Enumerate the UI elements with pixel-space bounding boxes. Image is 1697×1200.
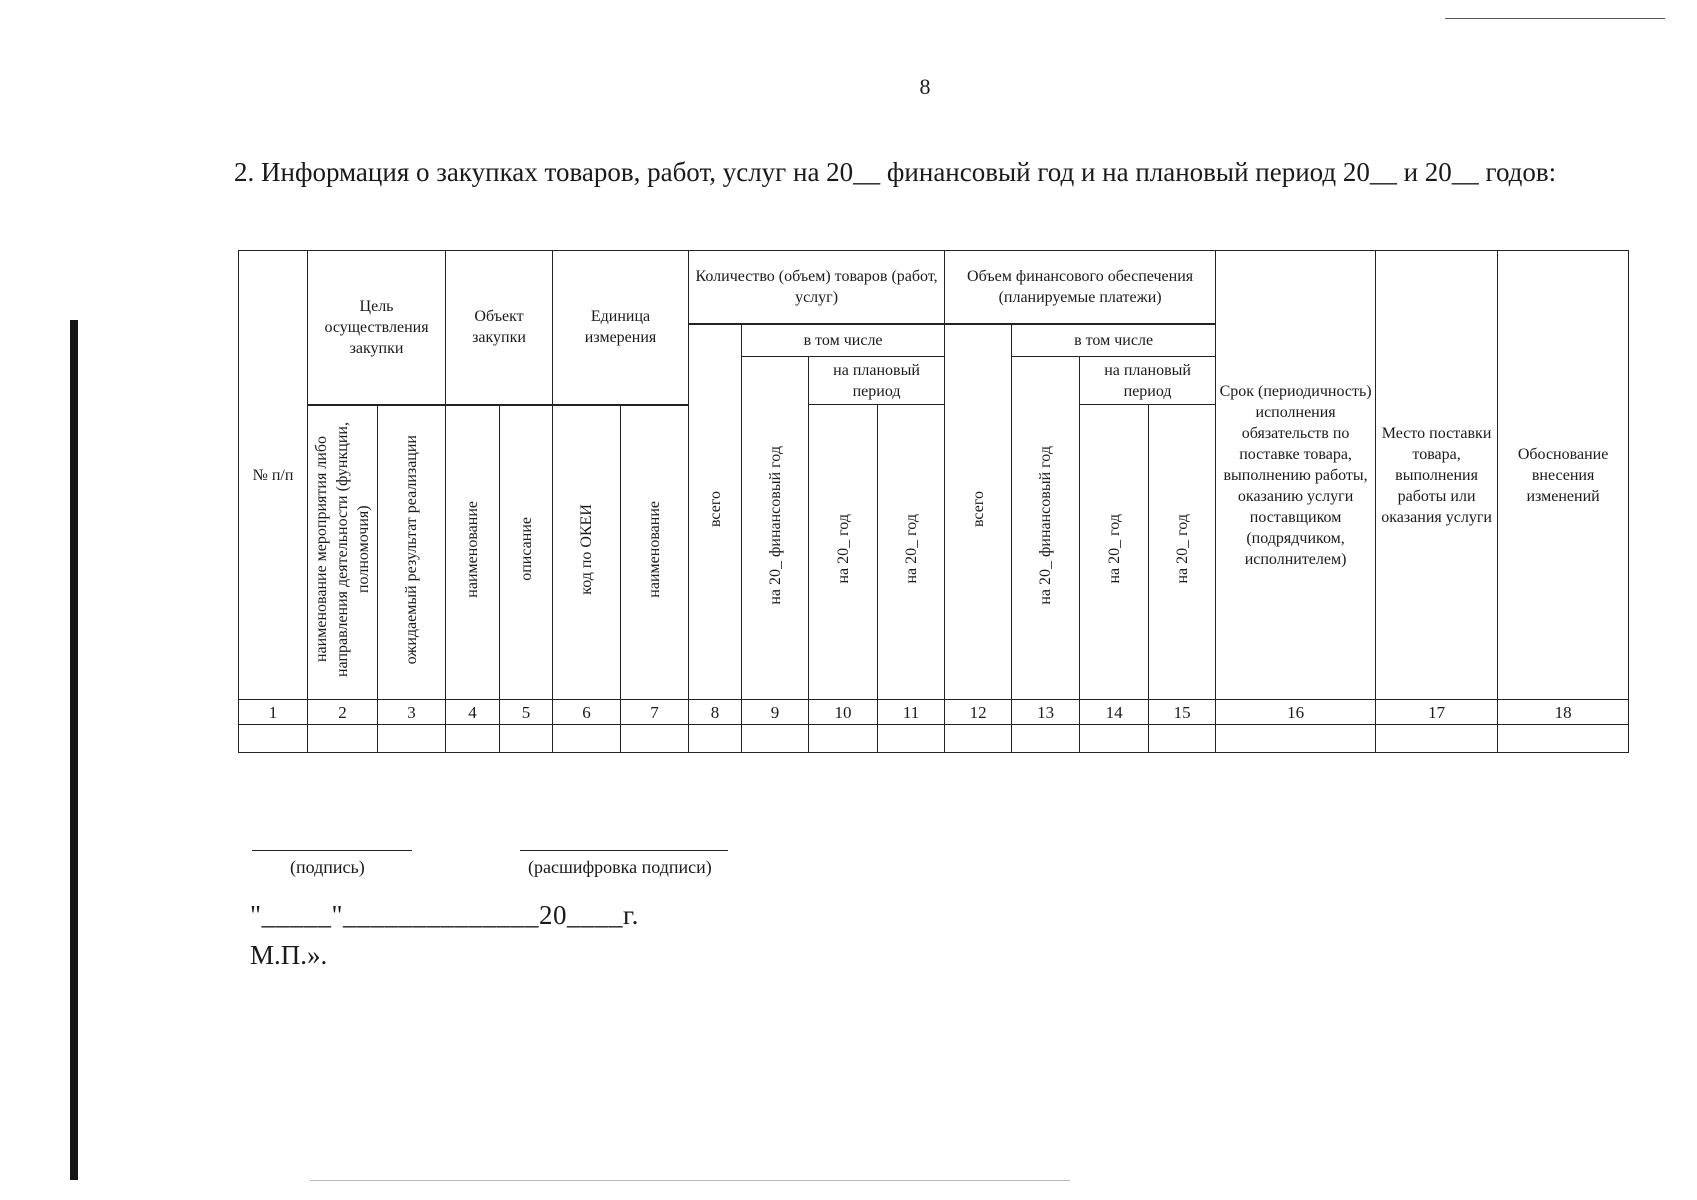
empty-cell — [878, 725, 945, 753]
empty-cell — [553, 725, 621, 753]
header-fin-total: всего — [945, 324, 1012, 700]
header-object-description: описание — [500, 405, 553, 700]
column-number: 11 — [878, 700, 945, 725]
empty-cell — [1080, 725, 1149, 753]
column-number: 8 — [689, 700, 742, 725]
column-number: 16 — [1216, 700, 1376, 725]
column-number: 4 — [446, 700, 500, 725]
empty-cell — [1498, 725, 1629, 753]
header-object-name: наименование — [446, 405, 500, 700]
empty-cell — [945, 725, 1012, 753]
empty-cell — [1376, 725, 1498, 753]
header-qty-fin-year: на 20_ финансовый год — [742, 357, 809, 700]
header-qty-total: всего — [689, 324, 742, 700]
column-number: 2 — [308, 700, 378, 725]
header-unit-name: наименование — [621, 405, 689, 700]
header-place: Место поставки товара, выполнения работы или оказания услуги — [1376, 251, 1498, 700]
procurement-info-table — [238, 250, 1629, 753]
column-number: 14 — [1080, 700, 1149, 725]
empty-cell — [809, 725, 878, 753]
header-reason: Обоснование внесения изменений — [1498, 251, 1629, 700]
header-deadline: Срок (периодичность) исполнения обязательств по поставке товара, выполнению работы, оказанию услуги поставщиком (подрядчиком, исполнителем) — [1216, 251, 1376, 700]
column-number: 18 — [1498, 700, 1629, 725]
header-finance: Объем финансового обеспечения (планируемые платежи) — [945, 251, 1216, 324]
header-goal: Цель осуществления закупки — [308, 251, 446, 405]
column-number: 6 — [553, 700, 621, 725]
header-fin-year-2: на 20_ год — [1149, 405, 1216, 700]
signature-caption: (подпись) — [290, 857, 365, 877]
column-number: 13 — [1012, 700, 1080, 725]
empty-cell — [308, 725, 378, 753]
header-qty-plan-period: на плановый период — [809, 357, 945, 405]
empty-cell — [239, 725, 308, 753]
section-heading: 2. Информация о закупках товаров, работ, услуг на 20__ финансовый год и на плановый период 20__ и 20__ годов: — [234, 157, 1557, 187]
header-qty-including: в том числе — [742, 324, 945, 357]
column-number: 17 — [1376, 700, 1498, 725]
header-qty-year-2: на 20_ год — [878, 405, 945, 700]
header-okei-code: код по ОКЕИ — [553, 405, 621, 700]
column-number-row — [239, 700, 1629, 725]
header-fin-fin-year: на 20_ финансовый год — [1012, 357, 1080, 700]
header-row-number: № п/п — [239, 251, 308, 700]
header-fin-including: в том числе — [1012, 324, 1216, 357]
header-expected-result: ожидаемый результат реализации — [378, 405, 446, 700]
empty-data-row — [239, 725, 1629, 753]
empty-cell — [742, 725, 809, 753]
header-fin-plan-period: на плановый период — [1080, 357, 1216, 405]
column-number: 7 — [621, 700, 689, 725]
empty-cell — [1149, 725, 1216, 753]
header-quantity: Количество (объем) товаров (работ, услуг) — [689, 251, 945, 324]
column-number: 10 — [809, 700, 878, 725]
signature-decode-caption: (расшифровка подписи) — [528, 857, 712, 877]
page-number: 8 — [919, 74, 931, 99]
scan-binding-edge — [70, 320, 78, 1180]
date-line: "_____"______________20____г. — [250, 900, 639, 930]
signature-line — [252, 850, 412, 851]
empty-cell — [500, 725, 553, 753]
header-unit: Единица измерения — [553, 251, 689, 405]
header-fin-year-1: на 20_ год — [1080, 405, 1149, 700]
signature-decode-line — [520, 850, 728, 851]
header-qty-year-1: на 20_ год — [809, 405, 878, 700]
empty-cell — [378, 725, 446, 753]
column-number: 1 — [239, 700, 308, 725]
scan-artifact-line — [1445, 18, 1665, 19]
column-number: 9 — [742, 700, 809, 725]
column-number: 12 — [945, 700, 1012, 725]
scan-artifact-line-bottom — [310, 1180, 1070, 1181]
empty-cell — [1012, 725, 1080, 753]
column-number: 5 — [500, 700, 553, 725]
column-number: 15 — [1149, 700, 1216, 725]
header-object: Объект закупки — [446, 251, 553, 405]
header-event-name: наименование мероприятия либо направления деятельности (функции, полномочия) — [308, 405, 378, 700]
empty-cell — [446, 725, 500, 753]
empty-cell — [1216, 725, 1376, 753]
empty-cell — [621, 725, 689, 753]
column-number: 3 — [378, 700, 446, 725]
empty-cell — [689, 725, 742, 753]
seal-place: М.П.». — [250, 940, 328, 970]
